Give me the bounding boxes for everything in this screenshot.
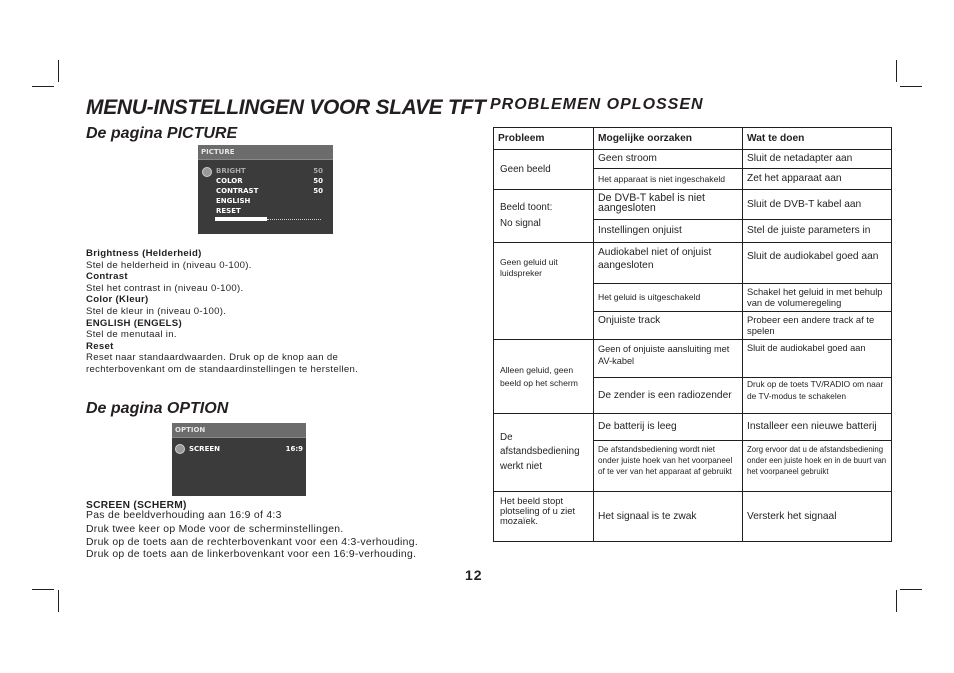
table-row xyxy=(494,190,892,220)
troubleshooting-table xyxy=(493,127,892,542)
cause-cell: De DVB-T kabel is niet aangesloten xyxy=(594,190,743,220)
crop-mark xyxy=(32,86,54,87)
cause-cell: De afstandsbediening wordt niet onder juiste hoek van het voorpaneel of te ver van het apparaat af gebruikt xyxy=(594,441,743,492)
cause-cell: Onjuiste track xyxy=(594,312,743,340)
crop-mark xyxy=(896,60,897,82)
problem-cell: De afstandsbediening werkt niet xyxy=(494,414,594,492)
option-heading: De pagina OPTION xyxy=(86,400,229,417)
table-row xyxy=(494,243,892,284)
screen-label: SCREEN (SCHERM) xyxy=(86,500,187,511)
table-row xyxy=(494,492,892,542)
fix-cell: Druk op de toets TV/RADIO om naar de TV-modus te schakelen xyxy=(743,378,892,414)
problem-cell: Het beeld stopt plotseling of u ziet mozaïek. xyxy=(494,492,594,542)
header-cause: Mogelijke oorzaken xyxy=(594,128,743,150)
problem-cell: Geen geluid uit luidspreker xyxy=(494,243,594,340)
contrast-text: Stel het contrast in (niveau 0-100). xyxy=(86,283,244,294)
english-text: Stel de menutaal in. xyxy=(86,329,177,340)
picture-osd-screen xyxy=(198,145,333,234)
crop-mark xyxy=(900,86,922,87)
table-row xyxy=(494,414,892,441)
picture-heading: De pagina PICTURE xyxy=(86,125,238,142)
fix-cell: Installeer een nieuwe batterij xyxy=(743,414,892,441)
brightness-label: Brightness (Helderheid) xyxy=(86,248,202,259)
osd-row-color: COLOR 50 xyxy=(216,177,323,185)
page-title: MENU-INSTELLINGEN VOOR SLAVE TFT xyxy=(86,96,486,119)
table-header-row xyxy=(494,128,892,150)
cause-cell: De zender is een radiozender xyxy=(594,378,743,414)
osd-header xyxy=(172,423,306,438)
option-osd-screen xyxy=(172,423,306,496)
crop-mark xyxy=(58,590,59,612)
crop-mark xyxy=(896,590,897,612)
troubleshooting-title: PROBLEMEN OPLOSSEN xyxy=(490,96,704,113)
osd-row-english: ENGLISH xyxy=(216,197,251,205)
brightness-text: Stel de helderheid in (niveau 0-100). xyxy=(86,260,252,271)
problem-cell: Geen beeld xyxy=(494,150,594,190)
screen-text-4: Druk op de toets aan de linkerbovenkant voor een 16:9-verhouding. xyxy=(86,549,417,560)
osd-row-screen: SCREEN 16:9 xyxy=(189,445,303,453)
reset-text: Reset naar standaardwaarden. Druk op de knop aan de xyxy=(86,352,339,363)
table-row xyxy=(494,340,892,378)
osd-header xyxy=(198,145,333,160)
crop-mark xyxy=(58,60,59,82)
header-problem: Probleem xyxy=(494,128,594,150)
osd-row-reset: RESET xyxy=(216,207,241,215)
fix-cell: Sluit de audiokabel goed aan xyxy=(743,243,892,284)
osd-row-bright: BRIGHT 50 xyxy=(216,167,323,175)
fix-cell: Sluit de DVB-T kabel aan xyxy=(743,190,892,220)
crop-mark xyxy=(900,589,922,590)
fix-cell: Sluit de audiokabel goed aan xyxy=(743,340,892,378)
reset-label: Reset xyxy=(86,341,114,352)
fix-cell: Versterk het signaal xyxy=(743,492,892,542)
crop-mark xyxy=(32,589,54,590)
osd-level-bar xyxy=(215,217,267,221)
fix-cell: Stel de juiste parameters in xyxy=(743,220,892,243)
reset-text-2: rechterbovenkant om de standaardinstellingen te herstellen. xyxy=(86,364,359,375)
cause-cell: Audiokabel niet of onjuist aangesloten xyxy=(594,243,743,284)
fix-cell: Sluit de netadapter aan xyxy=(743,150,892,169)
fix-cell: Probeer een andere track af te spelen xyxy=(743,312,892,340)
cause-cell: Geen of onjuiste aansluiting met AV-kabel xyxy=(594,340,743,378)
screen-text-3: Druk op de toets aan de rechterbovenkant voor een 4:3-verhouding. xyxy=(86,537,418,548)
page-number: 12 xyxy=(465,567,483,583)
osd-title: OPTION xyxy=(175,426,206,434)
osd-row-contrast: CONTRAST 50 xyxy=(216,187,323,195)
cause-cell: Het signaal is te zwak xyxy=(594,492,743,542)
color-text: Stel de kleur in (niveau 0-100). xyxy=(86,306,227,317)
screen-text-2: Druk twee keer op Mode voor de scherminstellingen. xyxy=(86,524,344,535)
color-label: Color (Kleur) xyxy=(86,294,149,305)
screen-text-1: Pas de beeldverhouding aan 16:9 of 4:3 xyxy=(86,510,282,521)
problem-cell: Alleen geluid, geen beeld op het scherm xyxy=(494,340,594,414)
contrast-label: Contrast xyxy=(86,271,128,282)
cause-cell: Instellingen onjuist xyxy=(594,220,743,243)
osd-title: PICTURE xyxy=(201,148,235,156)
cause-cell: Geen stroom xyxy=(594,150,743,169)
osd-level-track xyxy=(267,219,321,220)
fix-cell: Schakel het geluid in met behulp van de volumeregeling xyxy=(743,284,892,312)
fix-cell: Zet het apparaat aan xyxy=(743,169,892,190)
cause-cell: Het apparaat is niet ingeschakeld xyxy=(594,169,743,190)
table-row xyxy=(494,150,892,169)
english-label: ENGLISH (ENGELS) xyxy=(86,318,182,329)
problem-cell: Beeld toont: No signal xyxy=(494,190,594,243)
header-fix: Wat te doen xyxy=(743,128,892,150)
cause-cell: De batterij is leeg xyxy=(594,414,743,441)
fix-cell: Zorg ervoor dat u de afstandsbediening onder een juiste hoek en in de buurt van het voorpaneel gebruikt xyxy=(743,441,892,492)
cause-cell: Het geluid is uitgeschakeld xyxy=(594,284,743,312)
